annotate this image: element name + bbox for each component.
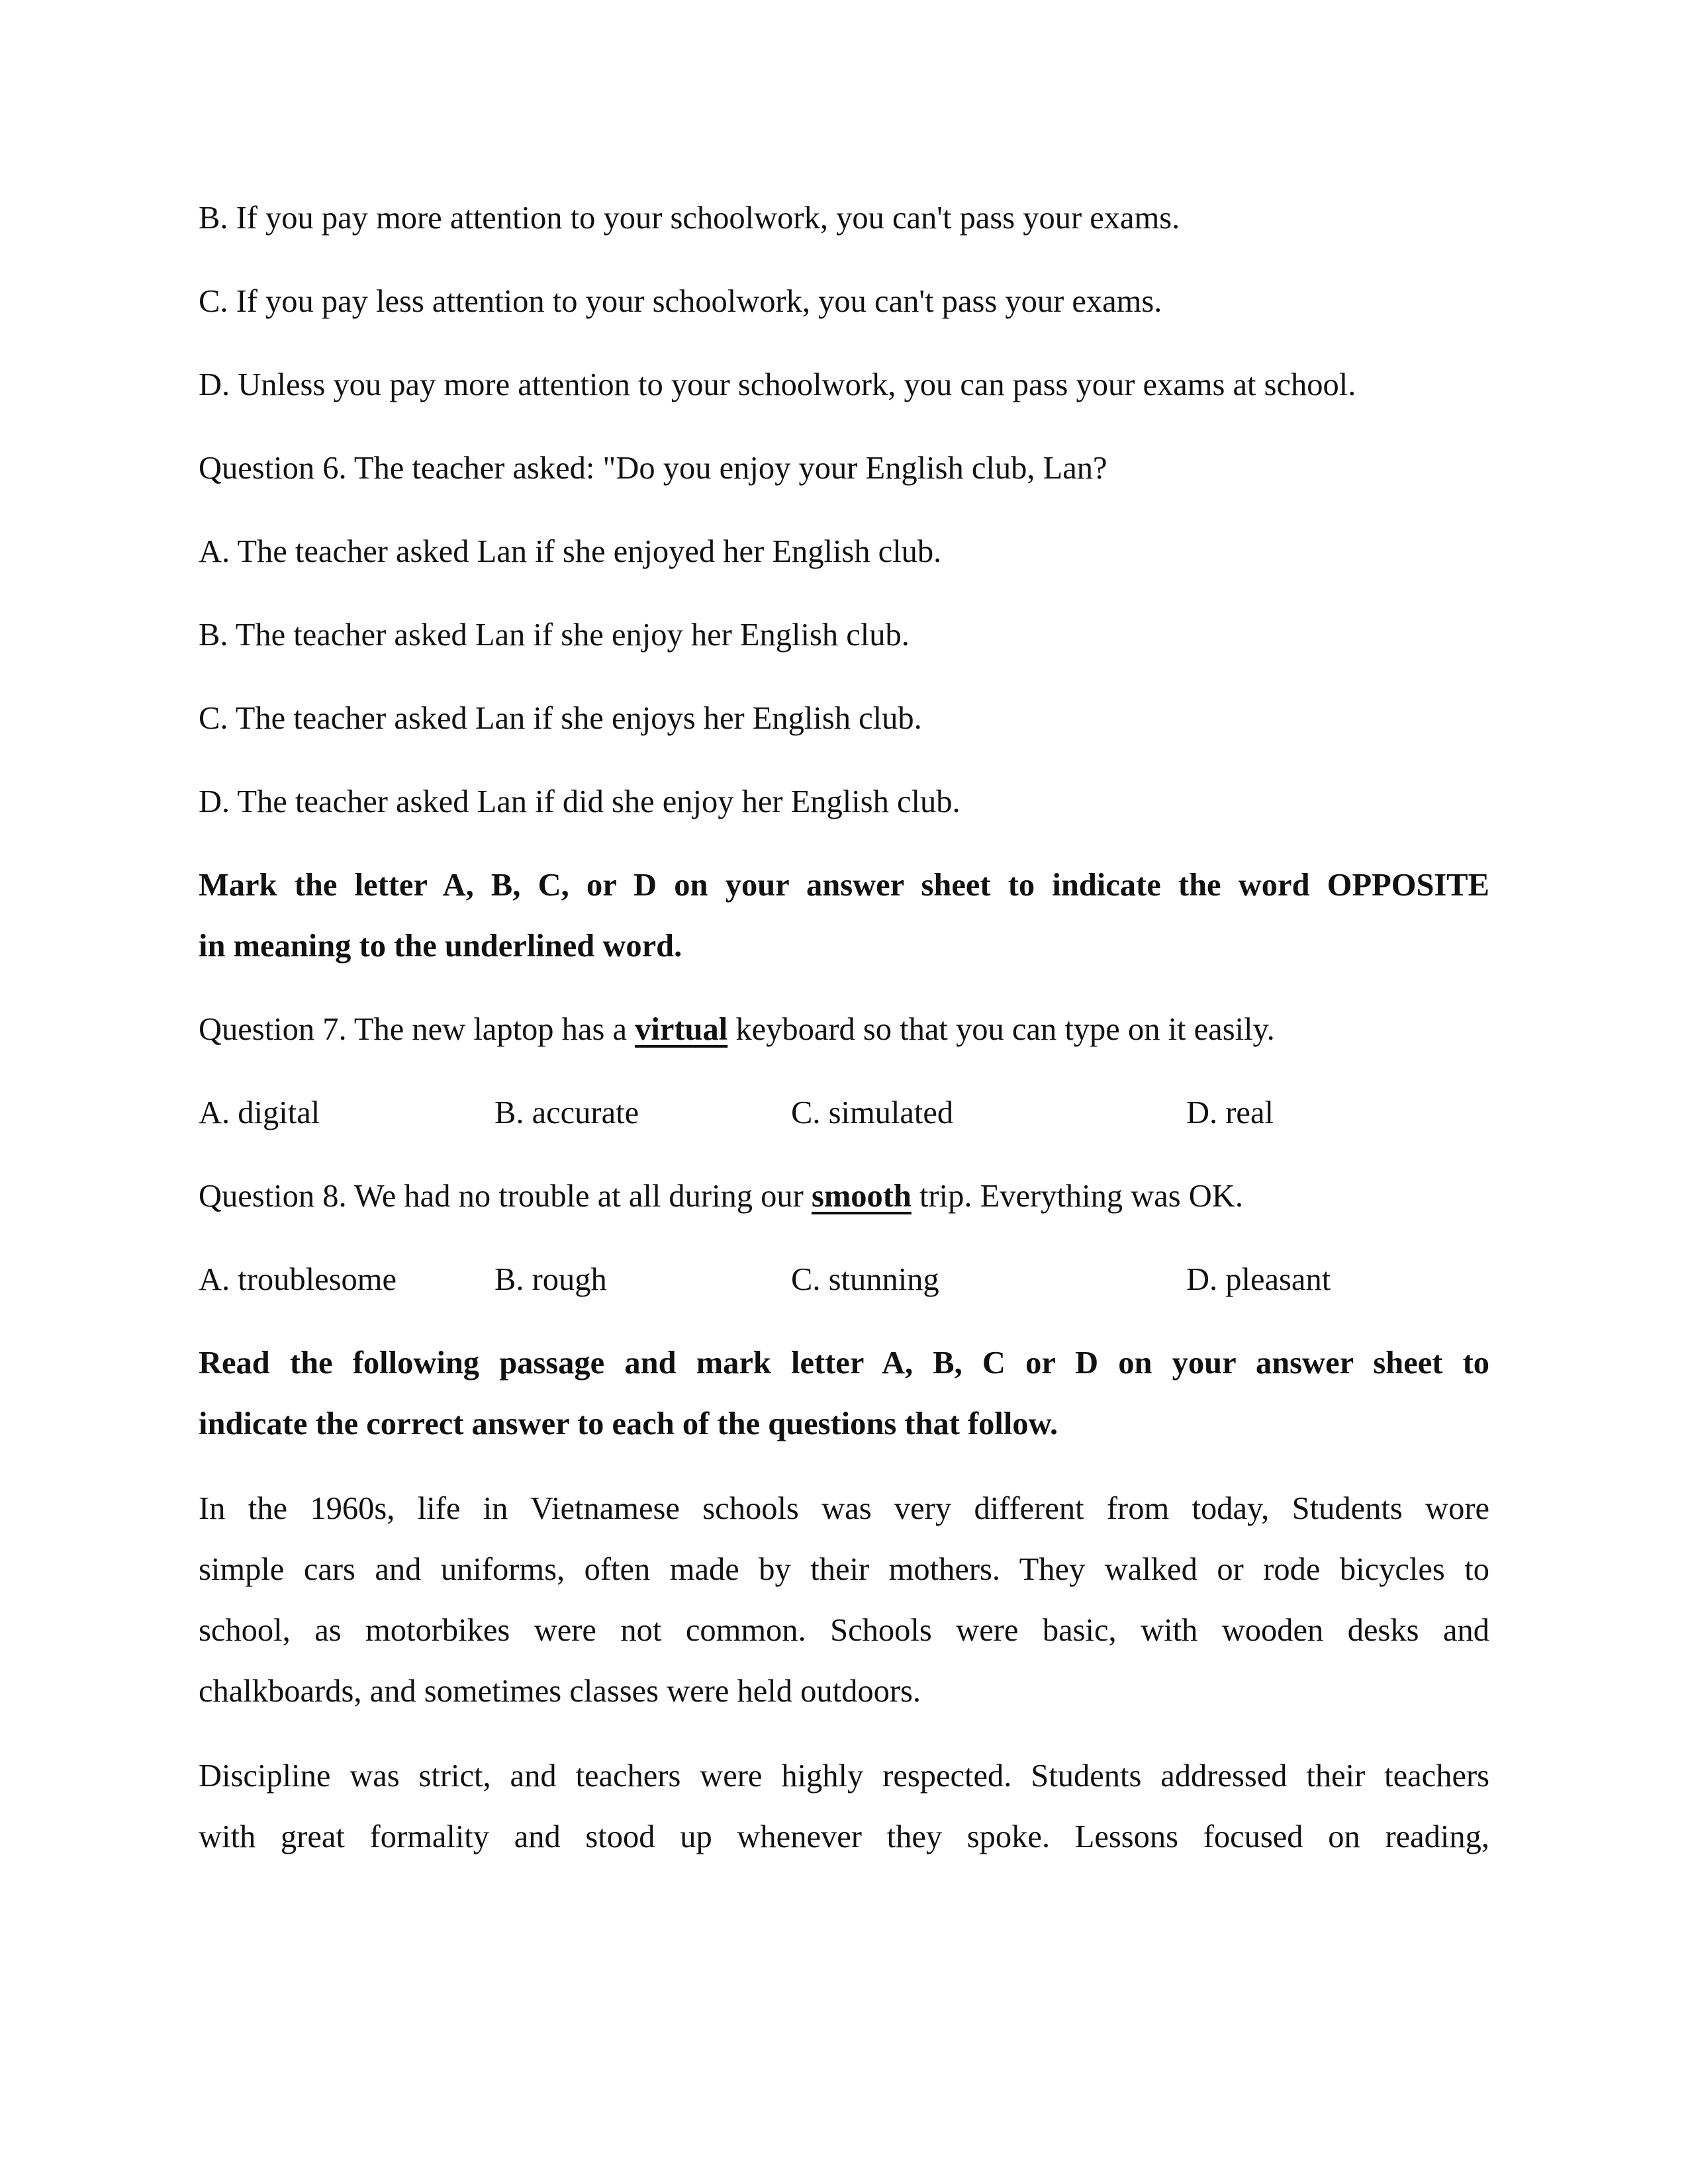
q8-option-b: B. rough bbox=[494, 1262, 607, 1297]
q7-stem-before: Question 7. The new laptop has a bbox=[199, 1012, 635, 1047]
q7-option-c: C. simulated bbox=[791, 1095, 954, 1130]
q8-stem-after: trip. Everything was OK. bbox=[911, 1179, 1243, 1214]
passage-p2-line2: with great formality and stood up whenever they spoke. Lessons focused on reading, bbox=[199, 1819, 1489, 1854]
passage-p1-line4: chalkboards, and sometimes classes were held outdoors. bbox=[199, 1674, 921, 1709]
passage-p2-line1: Discipline was strict, and teachers were highly respected. Students addressed their teachers bbox=[199, 1758, 1489, 1794]
q8-underlined-word: smooth bbox=[811, 1179, 912, 1214]
question-8-stem bbox=[199, 1177, 1489, 1216]
q6-option-c: C. The teacher asked Lan if she enjoys her English club. bbox=[199, 701, 922, 736]
passage-p1-line1: In the 1960s, life in Vietnamese schools was very different from today, Students wore bbox=[199, 1491, 1489, 1526]
q8-option-c: C. stunning bbox=[791, 1262, 939, 1297]
q5-option-b: B. If you pay more attention to your schoolwork, you can't pass your exams. bbox=[199, 201, 1180, 236]
q5-option-c: C. If you pay less attention to your schoolwork, you can't pass your exams. bbox=[199, 284, 1162, 319]
instruction-passage-line2: indicate the correct answer to each of the questions that follow. bbox=[199, 1406, 1058, 1441]
question-7-stem bbox=[199, 1010, 1489, 1050]
passage-p1-line2: simple cars and uniforms, often made by their mothers. They walked or rode bicycles to bbox=[199, 1552, 1489, 1587]
instruction-opposite-line2: in meaning to the underlined word. bbox=[199, 929, 682, 964]
q7-option-b: B. accurate bbox=[494, 1095, 639, 1130]
q6-option-b: B. The teacher asked Lan if she enjoy her English club. bbox=[199, 617, 910, 653]
q5-option-d: D. Unless you pay more attention to your schoolwork, you can pass your exams at school. bbox=[199, 367, 1356, 402]
q7-stem-after: keyboard so that you can type on it easily. bbox=[727, 1012, 1275, 1047]
instruction-passage-line1: Read the following passage and mark letter A, B, C or D on your answer sheet to bbox=[199, 1345, 1489, 1381]
q6-option-d: D. The teacher asked Lan if did she enjoy her English club. bbox=[199, 784, 961, 819]
q6-option-a: A. The teacher asked Lan if she enjoyed her English club. bbox=[199, 534, 942, 569]
q8-option-a: A. troublesome bbox=[199, 1262, 397, 1297]
q8-option-d: D. pleasant bbox=[1186, 1262, 1331, 1297]
q7-option-d: D. real bbox=[1186, 1095, 1274, 1130]
q7-option-a: A. digital bbox=[199, 1095, 320, 1130]
question-6-stem: Question 6. The teacher asked: "Do you enjoy your English club, Lan? bbox=[199, 451, 1107, 486]
passage-p1-line3: school, as motorbikes were not common. Schools were basic, with wooden desks and bbox=[199, 1613, 1489, 1648]
instruction-opposite-line1: Mark the letter A, B, C, or D on your answer sheet to indicate the word OPPOSITE bbox=[199, 868, 1489, 903]
q7-underlined-word: virtual bbox=[635, 1012, 728, 1047]
q8-stem-before: Question 8. We had no trouble at all during our bbox=[199, 1179, 812, 1214]
